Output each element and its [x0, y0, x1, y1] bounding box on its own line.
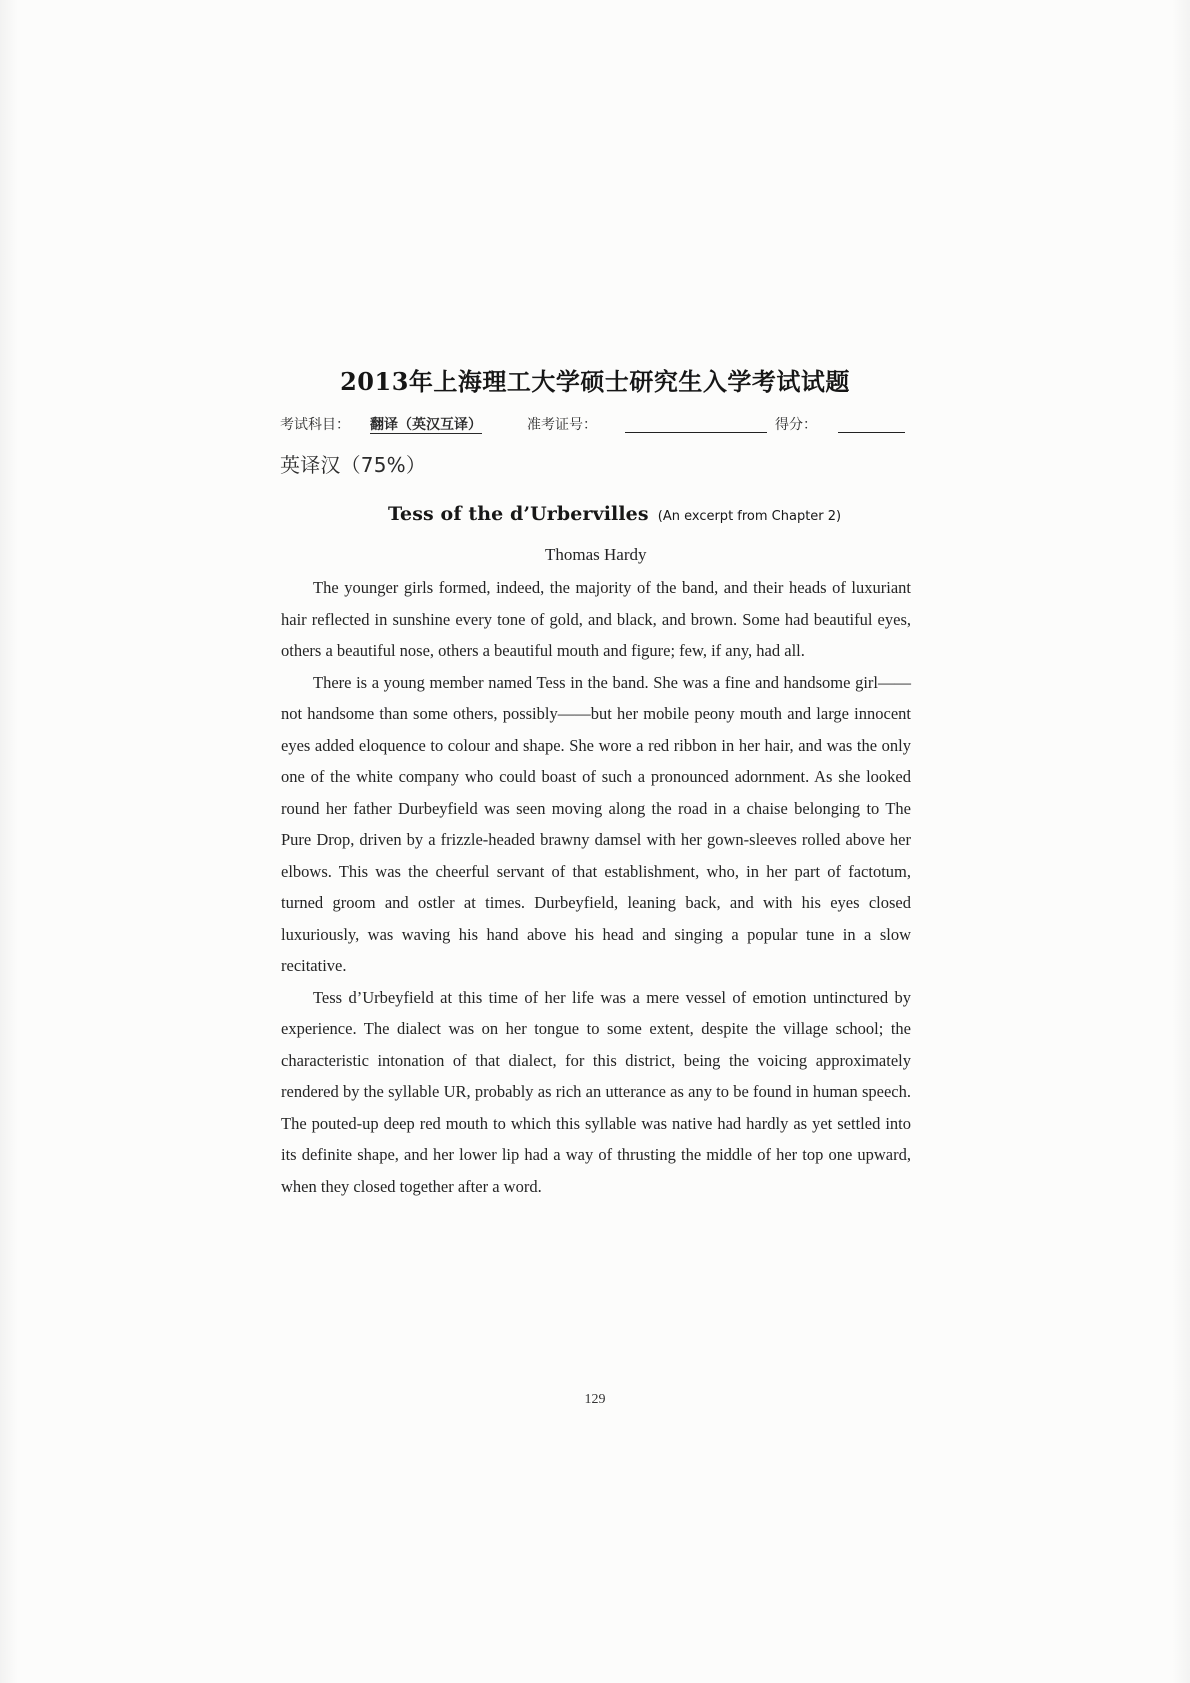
exam-title: 2013年上海理工大学硕士研究生入学考试试题 — [340, 367, 850, 396]
exam-meta-row — [280, 414, 905, 444]
scan-shadow-right — [1172, 0, 1190, 1683]
author-name: Thomas Hardy — [545, 545, 647, 564]
scan-shadow-left — [0, 0, 18, 1683]
work-subtitle: (An excerpt from Chapter 2) — [657, 509, 842, 524]
subject-value: 翻译（英汉互译） — [370, 417, 482, 433]
subject-label: 考试科目： — [280, 417, 350, 433]
score-label: 得分： — [775, 417, 817, 433]
passage-paragraph-2: There is a young member named Tess in the band. She was a fine and handsome girl——not handsome than some others, possibly——but her mobile peony mouth and large innocent eyes added eloquence to colour and shape. She wore a red ribbon in her hair, and was the only one of the white company who could boast of such a pronounced adornment. As she looked round her father Durbeyfield was seen moving along the road in a chaise belonging to The Pure Drop, driven by a frizzle-headed brawny damsel with her gown-sleeves rolled above her elbows. This was the cheerful servant of that establishment, who, in her part of factotum, turned groom and ostler at times. Durbeyfield, leaning back, and with his eyes closed luxuriously, was waving his hand above his head and singing a popular tune in a slow recitative. — [281, 672, 911, 975]
page-number: 129 — [584, 1392, 606, 1407]
translation-passage — [281, 572, 911, 1312]
work-title: Tess of the d’Urbervilles — [388, 503, 649, 525]
score-answer-line — [838, 414, 905, 433]
exam-id-label: 准考证号： — [527, 417, 597, 433]
work-heading — [388, 503, 908, 525]
passage-paragraph-3: Tess d’Urbeyfield at this time of her life was a mere vessel of emotion untinctured by experience. The dialect was on her tongue to some extent, despite the village school; the characteristic intonation of that dialect, for this district, being the voicing approximately rendered by the syllable UR, probably as rich an utterance as any to be found in human speech. The pouted-up deep red mouth to which this syllable was native had hardly as yet settled into its definite shape, and her lower lip had a way of thrusting the middle of her top one upward, when they closed together after a word. — [281, 987, 911, 1196]
section-heading: 英译汉（75%） — [280, 453, 427, 477]
exam-id-answer-line — [625, 414, 767, 433]
passage-paragraph-1: The younger girls formed, indeed, the majority of the band, and their heads of luxuriant hair reflected in sunshine every tone of gold, and black, and brown. Some had beautiful eyes, others a beautiful nose, others a beautiful mouth and figure; few, if any, had all. — [281, 578, 911, 660]
